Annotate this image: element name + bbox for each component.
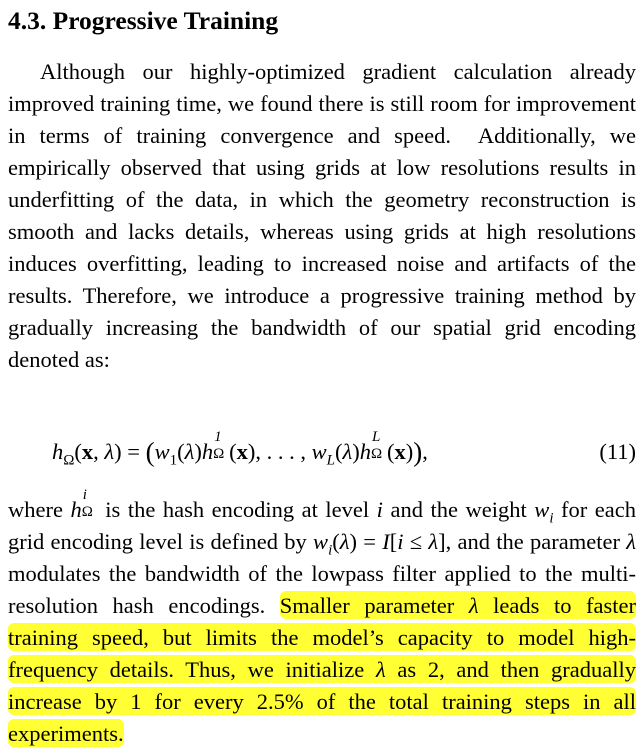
- section-heading: [8, 4, 278, 38]
- section-title: Progressive Training: [52, 6, 279, 35]
- equation-number: (11): [599, 439, 636, 464]
- paragraph-2: where h i Ω is the hash encoding at level i and the weight $w_i$ for each grid encoding level is defined by $w_i(\lambda) = I[i \le \lambda]$, and the parameter λ modulates the bandwidth of the lowpass filter applied to the multi-resolution hash encodings. Smaller parameter λ leads to faster training speed, but limits the model’s capacity to model high-frequency details. Thus, we initialize λ as 2, and then gradually increase by 1 for every 2.5% of the total training steps in all experiments.: [8, 487, 637, 746]
- equation-body: $h_\Omega(x$, $\lambda) = (w_1(\lambda)h$ 1 Ω (x), . . . , $w_L(\lambda)h$ L Ω (x)),: [52, 429, 428, 469]
- equation-11: [8, 429, 636, 472]
- highlighted-sentence: Smaller parameter λ leads to faster training speed, but limits the model’s capacity to model high-frequency details. Thus, we initialize λ as 2, and then gradually increase by 1 for every 2.5% of the total training steps in all experiments.: [8, 593, 637, 746]
- section-number: 4.3.: [8, 6, 47, 35]
- paragraph-1: Although our highly-optimized gradient calculation already improved training time, we found there is still room for improvement in terms of training convergence and speed. Additionally, we empirically observed that using grids at low resolutions results in underfitting of the data, in which the geometry reconstruction is smooth and lacks details, whereas using grids at high resolutions induces overfitting, leading to increased noise and artifacts of the results. Therefore, we introduce a progressive training method by gradually increasing the bandwidth of our spatial grid encoding denoted as:: [8, 59, 636, 372]
